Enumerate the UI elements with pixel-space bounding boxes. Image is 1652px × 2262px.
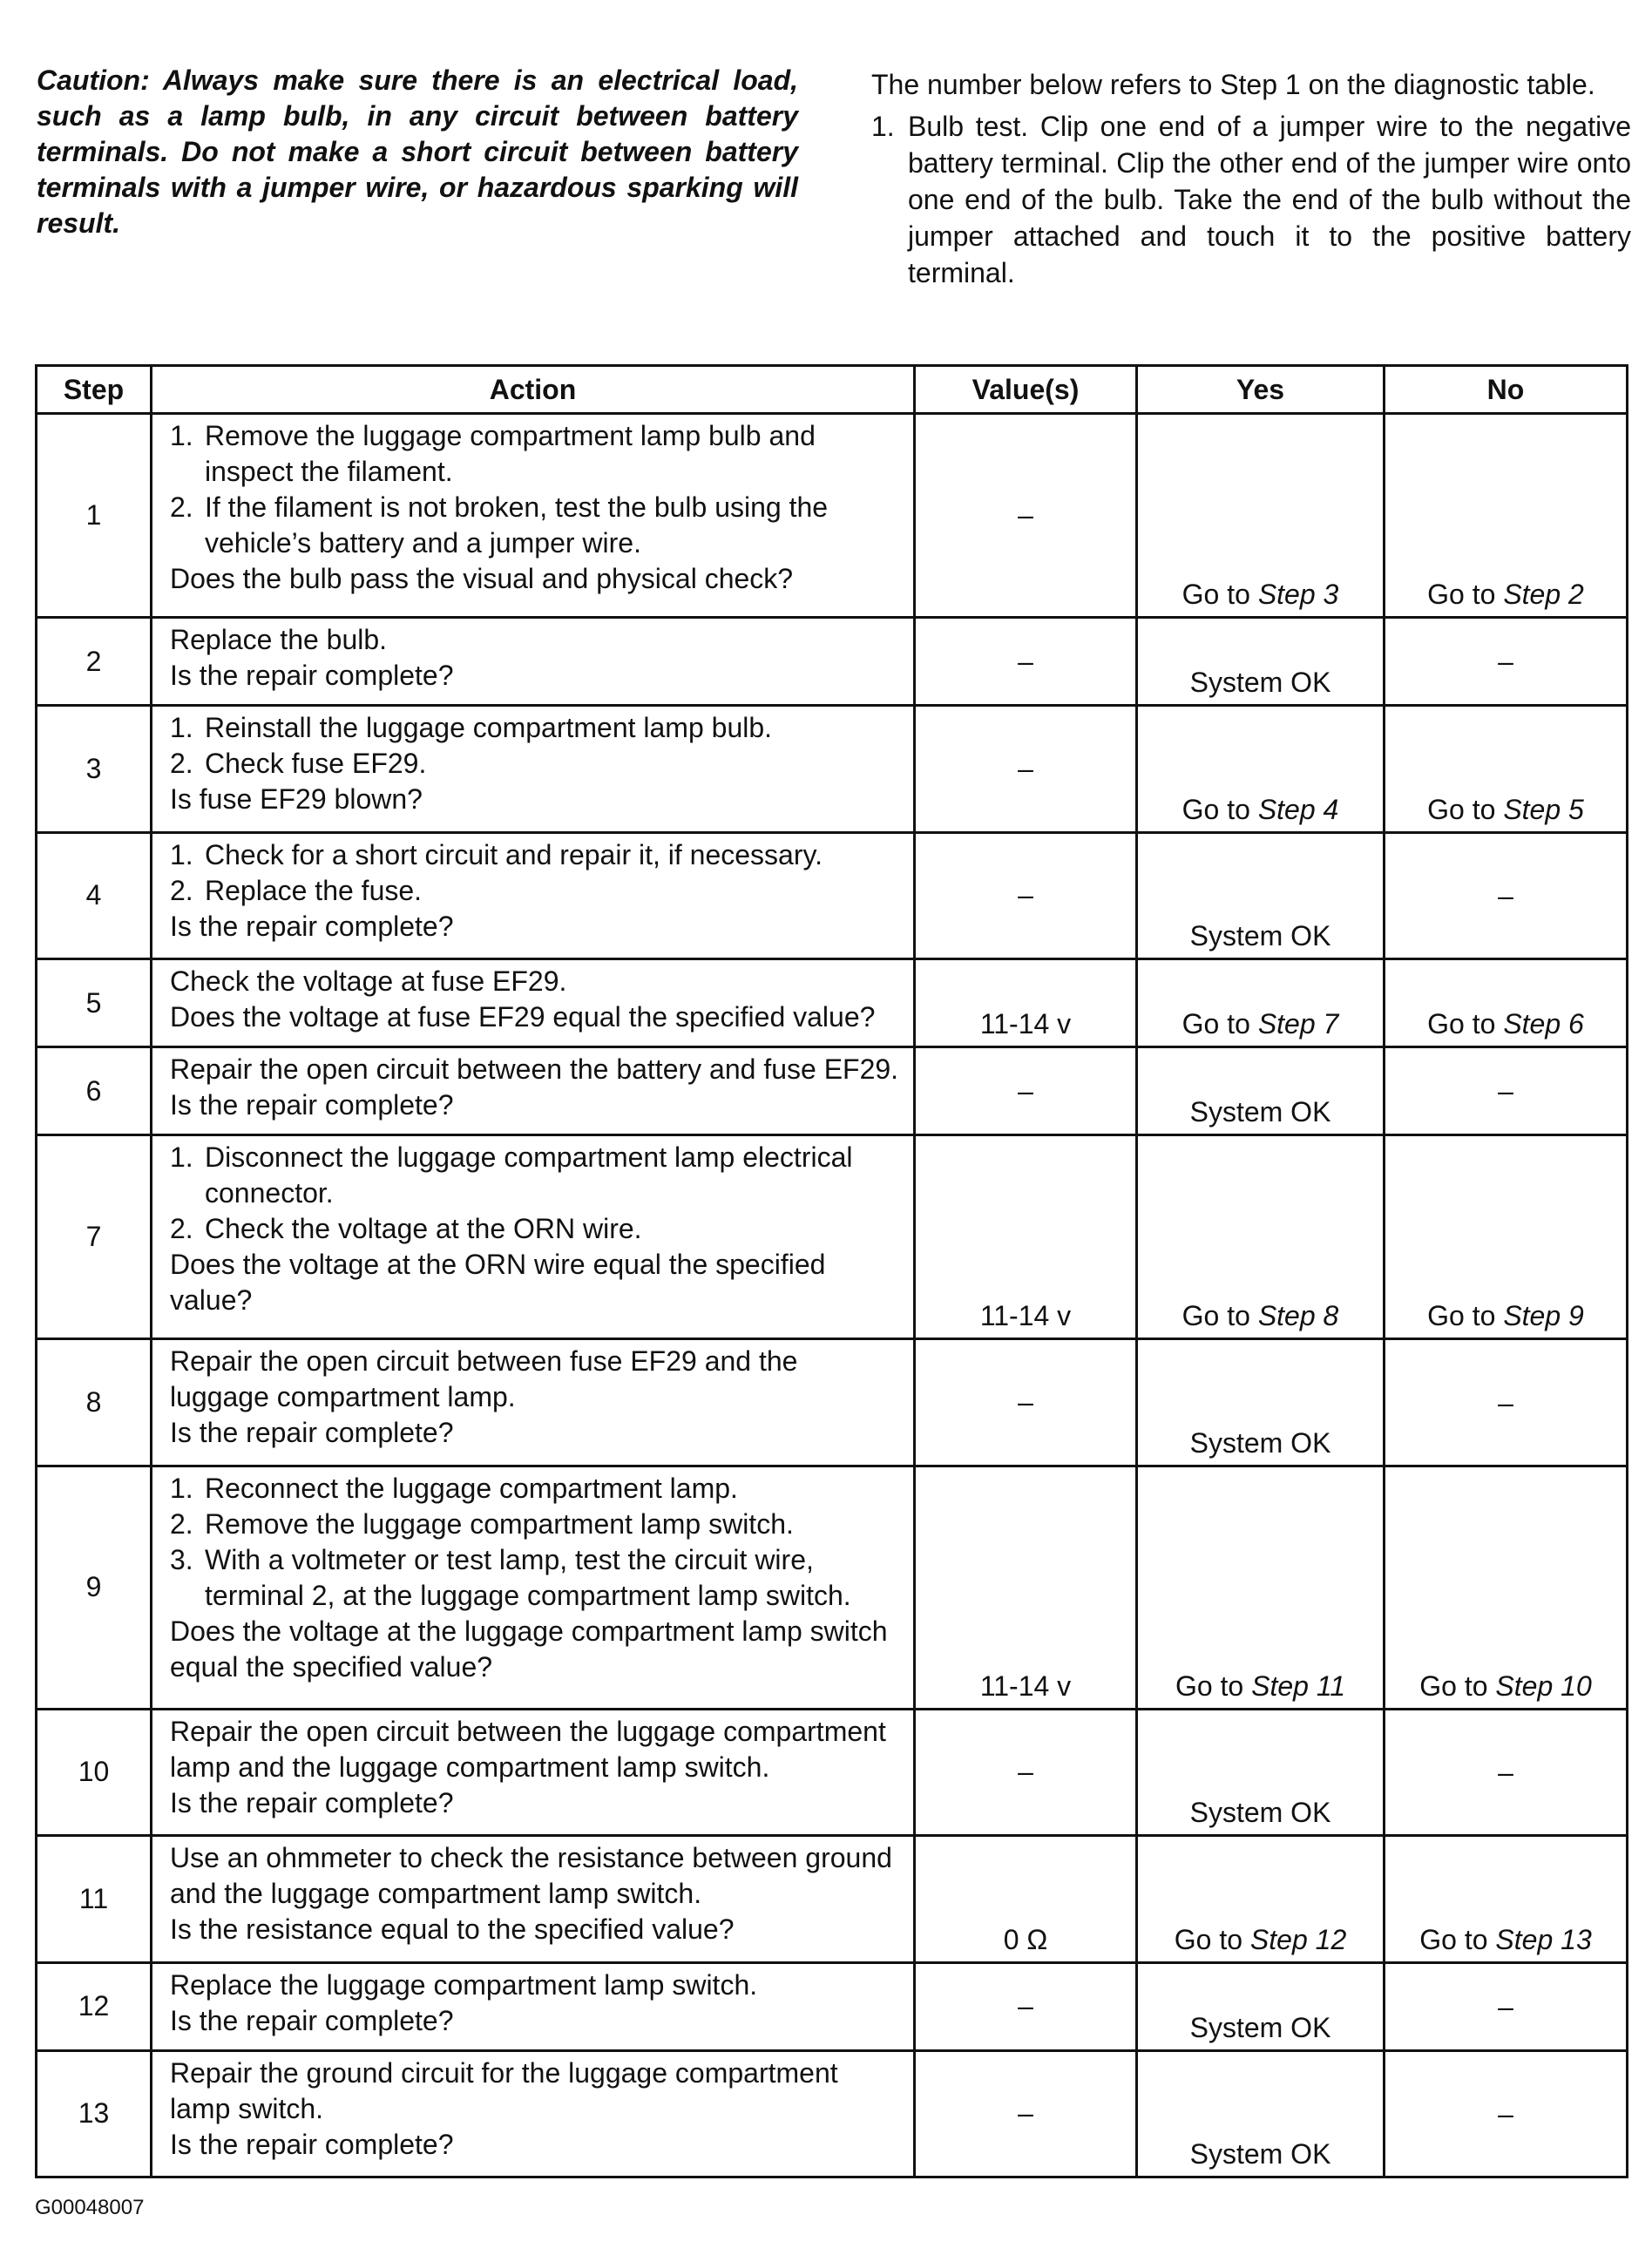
step-cell: 9: [37, 1466, 152, 1709]
action-item-text: If the filament is not broken, test the bulb using the vehicle’s battery and a jumper wire.: [205, 491, 829, 559]
action-item-text: With a voltmeter or test lamp, test the circuit wire, terminal 2, at the luggage compartment lamp switch.: [205, 1543, 851, 1611]
yes-cell: System OK: [1137, 618, 1385, 706]
value-cell: –: [915, 1709, 1137, 1835]
step-cell: 3: [37, 706, 152, 832]
table-row: [37, 832, 1628, 958]
action-cell: [152, 1836, 915, 1962]
step-cell: 5: [37, 959, 152, 1047]
action-item-text: Replace the fuse.: [205, 874, 423, 906]
value-cell: –: [915, 414, 1137, 618]
no-cell: [1385, 959, 1628, 1047]
action-question: Does the bulb pass the visual and physical check?: [170, 563, 794, 594]
yes-goto-label: Go to: [1175, 1669, 1244, 1702]
no-goto-label: Go to: [1427, 793, 1496, 825]
no-cell: –: [1385, 1339, 1628, 1466]
yes-goto-step: Step 8: [1257, 1300, 1339, 1332]
no-goto-label: Go to: [1427, 1008, 1496, 1040]
caution-note: Caution: Always make sure there is an electrical load, such as a lamp bulb, in any circuit between battery terminals. Do not make a short circuit between battery terminals with a jumper wire, or hazardous sparking will result.: [37, 64, 798, 239]
action-list-item: [170, 837, 901, 873]
step-cell: 6: [37, 1047, 152, 1135]
value-cell: 11-14 v: [915, 1466, 1137, 1709]
action-item-text: Reinstall the luggage compartment lamp bulb.: [205, 712, 773, 744]
yes-cell: [1137, 706, 1385, 832]
yes-goto-label: Go to: [1181, 793, 1250, 825]
value-cell: –: [915, 832, 1137, 958]
action-question: Does the voltage at fuse EF29 equal the specified value?: [170, 1001, 876, 1033]
action-cell: [152, 1339, 915, 1466]
action-item-number: 2.: [170, 748, 193, 780]
no-cell: –: [1385, 1709, 1628, 1835]
action-question: Does the voltage at the luggage compartment lamp switch equal the specified value?: [170, 1615, 888, 1683]
header-action: Action: [152, 366, 915, 414]
yes-cell: [1137, 1836, 1385, 1962]
action-item-number: 3.: [170, 1543, 193, 1575]
action-item-number: 1.: [170, 420, 193, 451]
no-cell: [1385, 1135, 1628, 1339]
action-text: Repair the open circuit between the battery and fuse EF29.: [170, 1053, 899, 1086]
table-row: [37, 1836, 1628, 1962]
action-item-number: 2.: [170, 1213, 193, 1245]
value-cell: 11-14 v: [915, 1135, 1137, 1339]
action-item-number: 2.: [170, 874, 193, 906]
no-cell: [1385, 414, 1628, 618]
header-step: Step: [37, 366, 152, 414]
table-row: [37, 1709, 1628, 1835]
note-item: [871, 108, 1631, 291]
table-row: [37, 618, 1628, 706]
yes-cell: [1137, 959, 1385, 1047]
action-cell: [152, 706, 915, 832]
action-cell: [152, 832, 915, 958]
action-question: Is the repair complete?: [170, 2004, 454, 2036]
step-cell: 10: [37, 1709, 152, 1835]
yes-goto-step: Step 7: [1257, 1008, 1339, 1040]
action-list-item: [170, 1211, 901, 1247]
no-goto-step: Step 13: [1495, 1923, 1592, 1955]
step-cell: 2: [37, 618, 152, 706]
action-list-item: [170, 418, 901, 490]
no-goto-label: Go to: [1419, 1923, 1488, 1955]
step-cell: 4: [37, 832, 152, 958]
no-cell: –: [1385, 1047, 1628, 1135]
action-question: Is the repair complete?: [170, 1089, 454, 1121]
yes-cell: [1137, 1466, 1385, 1709]
no-cell: –: [1385, 1962, 1628, 2050]
action-cell: [152, 1466, 915, 1709]
header-values: Value(s): [915, 366, 1137, 414]
action-text: Repair the ground circuit for the luggage compartment lamp switch.: [170, 2056, 838, 2124]
yes-cell: System OK: [1137, 1962, 1385, 2050]
action-cell: [152, 1135, 915, 1339]
no-cell: –: [1385, 618, 1628, 706]
no-goto-step: Step 2: [1503, 579, 1584, 611]
yes-goto-label: Go to: [1181, 1008, 1250, 1040]
diagnostic-table: [35, 364, 1628, 2178]
yes-cell: System OK: [1137, 1339, 1385, 1466]
table-row: [37, 1339, 1628, 1466]
yes-goto-step: Step 4: [1257, 793, 1339, 825]
action-text: Use an ohmmeter to check the resistance between ground and the luggage compartment lamp switch.: [170, 1842, 892, 1910]
action-text: Check the voltage at fuse EF29.: [170, 965, 567, 998]
value-cell: 0 Ω: [915, 1836, 1137, 1962]
no-goto-step: Step 10: [1495, 1669, 1592, 1702]
action-item-number: 1.: [170, 1141, 193, 1174]
figure-id: G00048007: [35, 2196, 145, 2219]
value-cell: –: [915, 706, 1137, 832]
action-question: Is the repair complete?: [170, 910, 454, 942]
action-item-number: 1.: [170, 712, 193, 744]
value-cell: –: [915, 1047, 1137, 1135]
action-item-text: Disconnect the luggage compartment lamp electrical connector.: [205, 1141, 853, 1209]
table-row: [37, 959, 1628, 1047]
action-item-text: Reconnect the luggage compartment lamp.: [205, 1472, 738, 1504]
action-cell: [152, 414, 915, 618]
action-text: Repair the open circuit between the luggage compartment lamp and the luggage compartment lamp switch.: [170, 1715, 886, 1783]
value-cell: –: [915, 2050, 1137, 2177]
no-cell: [1385, 706, 1628, 832]
table-row: [37, 1135, 1628, 1339]
yes-goto-label: Go to: [1174, 1923, 1243, 1955]
yes-goto-label: Go to: [1181, 1300, 1250, 1332]
no-goto-step: Step 9: [1503, 1300, 1584, 1332]
action-question: Is the repair complete?: [170, 1417, 454, 1449]
action-list-item: [170, 1542, 901, 1614]
action-item-text: Remove the luggage compartment lamp bulb and inspect the filament.: [205, 420, 816, 487]
step-cell: 8: [37, 1339, 152, 1466]
no-goto-step: Step 5: [1503, 793, 1584, 825]
no-goto-label: Go to: [1427, 1300, 1496, 1332]
action-question: Is fuse EF29 blown?: [170, 783, 423, 816]
action-list-item: [170, 710, 901, 746]
yes-cell: System OK: [1137, 1709, 1385, 1835]
no-goto-label: Go to: [1427, 579, 1496, 611]
action-list-item: [170, 490, 901, 561]
table-row: [37, 1047, 1628, 1135]
action-item-text: Check the voltage at the ORN wire.: [205, 1213, 642, 1245]
no-goto-step: Step 6: [1503, 1008, 1584, 1040]
action-question: Is the repair complete?: [170, 2128, 454, 2160]
step-cell: 12: [37, 1962, 152, 2050]
note-item-number: 1.: [871, 111, 895, 142]
no-cell: –: [1385, 832, 1628, 958]
table-row: [37, 706, 1628, 832]
action-cell: [152, 1709, 915, 1835]
table-header-row: [37, 366, 1628, 414]
yes-cell: [1137, 1135, 1385, 1339]
no-cell: –: [1385, 2050, 1628, 2177]
action-cell: [152, 959, 915, 1047]
yes-cell: System OK: [1137, 1047, 1385, 1135]
action-cell: [152, 1047, 915, 1135]
action-list-item: [170, 1140, 901, 1211]
yes-cell: [1137, 414, 1385, 618]
action-text: Replace the luggage compartment lamp switch.: [170, 1968, 758, 2001]
action-item-text: Check for a short circuit and repair it, if necessary.: [205, 838, 823, 870]
no-cell: [1385, 1466, 1628, 1709]
header-yes: Yes: [1137, 366, 1385, 414]
action-item-text: Check fuse EF29.: [205, 748, 427, 780]
action-list-item: [170, 873, 901, 909]
action-cell: [152, 2050, 915, 2177]
action-question: Is the repair complete?: [170, 1786, 454, 1818]
step-cell: 13: [37, 2050, 152, 2177]
action-text: Replace the bulb.: [170, 624, 388, 656]
value-cell: –: [915, 1339, 1137, 1466]
yes-goto-step: Step 3: [1257, 579, 1339, 611]
action-list-item: [170, 746, 901, 782]
yes-cell: System OK: [1137, 832, 1385, 958]
note-item-text: Bulb test. Clip one end of a jumper wire to the negative battery terminal. Clip the other end of the jumper wire onto one end of the bulb. Take the end of the bulb without the jumper attached and touch it to the positive battery terminal.: [908, 111, 1631, 288]
no-cell: [1385, 1836, 1628, 1962]
action-cell: [152, 618, 915, 706]
table-body: [37, 414, 1628, 2177]
value-cell: 11-14 v: [915, 959, 1137, 1047]
table-row: [37, 1962, 1628, 2050]
action-question: Is the repair complete?: [170, 660, 454, 692]
action-cell: [152, 1962, 915, 2050]
action-item-number: 1.: [170, 838, 193, 870]
note-intro: The number below refers to Step 1 on the diagnostic table.: [871, 69, 1595, 100]
yes-goto-step: Step 11: [1251, 1669, 1346, 1702]
action-item-number: 1.: [170, 1472, 193, 1504]
header-no: No: [1385, 366, 1628, 414]
action-question: Does the voltage at the ORN wire equal the specified value?: [170, 1249, 826, 1317]
step-cell: 7: [37, 1135, 152, 1339]
action-item-text: Remove the luggage compartment lamp switch.: [205, 1507, 794, 1540]
yes-cell: System OK: [1137, 2050, 1385, 2177]
action-list-item: [170, 1507, 901, 1542]
table-row: [37, 1466, 1628, 1709]
action-question: Is the resistance equal to the specified value?: [170, 1913, 735, 1946]
action-list-item: [170, 1471, 901, 1507]
yes-goto-label: Go to: [1181, 579, 1250, 611]
no-goto-label: Go to: [1419, 1669, 1488, 1702]
action-item-number: 2.: [170, 1507, 193, 1540]
yes-goto-step: Step 12: [1249, 1923, 1347, 1955]
table-row: [37, 414, 1628, 618]
value-cell: –: [915, 1962, 1137, 2050]
step-cell: 1: [37, 414, 152, 618]
step-cell: 11: [37, 1836, 152, 1962]
value-cell: –: [915, 618, 1137, 706]
step-note: [871, 66, 1631, 291]
table-row: [37, 2050, 1628, 2177]
action-text: Repair the open circuit between fuse EF29 and the luggage compartment lamp.: [170, 1345, 798, 1413]
action-item-number: 2.: [170, 491, 193, 523]
